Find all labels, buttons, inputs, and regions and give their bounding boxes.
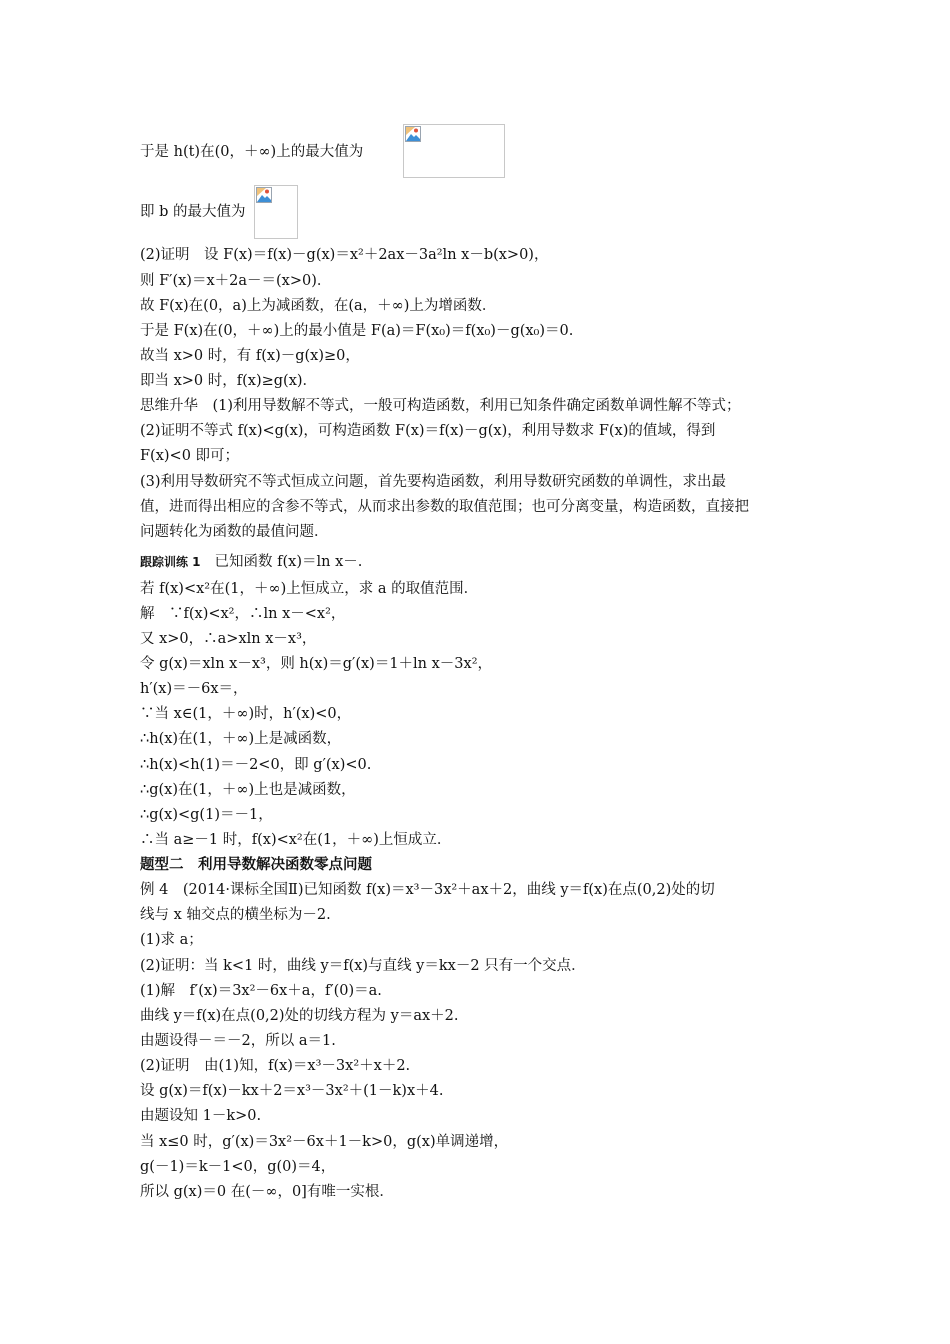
text-line: 问题转化为函数的最值问题． [140,524,329,540]
text-line: (2)证明不等式 f(x)<g(x)，可构造函数 F(x)＝f(x)－g(x)，利用导数求 F(x)的值域，得到 [140,423,716,439]
text-line: g(－1)＝k－1<0，g(0)＝4， [140,1159,336,1175]
section-heading: 题型二 利用导数解决函数零点问题 [140,857,372,873]
text-line: (1)求 a； [140,932,203,948]
exercise-text: 已知函数 f(x)＝ln x－. [214,554,363,570]
text-line: 例 4 (2014·课标全国Ⅱ)已知函数 f(x)＝x³－3x²＋ax＋2，曲线 y＝f(x)在点(0,2)处的切 [140,882,715,898]
broken-image-icon [405,126,421,142]
text-line: 即当 x>0 时，f(x)≥g(x)． [140,373,318,389]
text-line: 于是 F(x)在(0，＋∞)上的最小值是 F(a)＝F(x₀)＝f(x₀)－g(x₀)＝0. [140,323,574,339]
text-line: ∴g(x)<g(1)＝－1， [140,807,273,823]
text-line: 值，进而得出相应的含参不等式，从而求出参数的取值范围；也可分离变量，构造函数，直接把 [140,499,749,515]
text-line: (2)证明 由(1)知，f(x)＝x³－3x²＋x＋2. [140,1058,411,1074]
formula-image-2 [254,185,298,239]
text-line: 线与 x 轴交点的横坐标为－2. [140,907,331,923]
text-line: (3)利用导数研究不等式恒成立问题，首先要构造函数，利用导数研究函数的单调性，求出最 [140,474,727,490]
text-line: 又 x>0，∴a>xln x－x³， [140,631,317,647]
text-line: 由题设知 1－k>0. [140,1108,262,1124]
text-line: 于是 h(t)在(0，＋∞)上的最大值为 [140,144,364,160]
text-line: 则 F′(x)＝x＋2a－＝(x>0)． [140,273,332,289]
text-line: h′(x)＝－6x＝， [140,681,248,697]
text-line: (2)证明 设 F(x)＝f(x)－g(x)＝x²＋2ax－3a²ln x－b(x>0)， [140,247,549,263]
text-line: 解 ∵f(x)<x²，∴ln x－<x²， [140,606,346,622]
text-line: 设 g(x)＝f(x)－kx＋2＝x³－3x²＋(1－k)x＋4. [140,1083,444,1099]
text-line: ∴当 a≥－1 时，f(x)<x²在(1，＋∞)上恒成立． [140,832,452,848]
text-line: 故 F(x)在(0，a)上为减函数，在(a，＋∞)上为增函数． [140,298,497,314]
text-line: 曲线 y＝f(x)在点(0,2)处的切线方程为 y＝ax＋2. [140,1008,459,1024]
text-line: 若 f(x)<x²在(1，＋∞)上恒成立，求 a 的取值范围． [140,581,479,597]
text-line: 思维升华 (1)利用导数解不等式，一般可构造函数，利用已知条件确定函数单调性解不等式； [140,398,741,414]
text-line: (1)解 f′(x)＝3x²－6x＋a，f′(0)＝a. [140,983,382,999]
text-line: 当 x≤0 时，g′(x)＝3x²－6x＋1－k>0，g(x)单调递增， [140,1134,509,1150]
text-line: ∴g(x)在(1，＋∞)上也是减函数， [140,782,356,798]
text-line: (2)证明：当 k<1 时，曲线 y＝f(x)与直线 y＝kx－2 只有一个交点． [140,958,586,974]
text-line: 即 b 的最大值为 [140,204,246,220]
text-line: ∵当 x∈(1，＋∞)时，h′(x)<0， [140,706,352,722]
broken-image-icon [256,187,272,203]
formula-image-1 [403,124,505,178]
text-line: ∴h(x)<h(1)＝－2<0，即 g′(x)<0. [140,757,372,773]
exercise-line [140,553,362,571]
text-line: 故当 x>0 时，有 f(x)－g(x)≥0， [140,348,360,364]
text-line: 令 g(x)＝xln x－x³，则 h(x)＝g′(x)＝1＋ln x－3x²， [140,656,493,672]
text-line: 所以 g(x)＝0 在(－∞，0]有唯一实根． [140,1184,394,1200]
text-line: ∴h(x)在(1，＋∞)上是减函数， [140,731,342,747]
text-line: F(x)<0 即可； [140,448,240,464]
exercise-tag: 跟踪训练 1 [140,555,201,569]
text-line: 由题设得－＝－2，所以 a＝1. [140,1033,336,1049]
